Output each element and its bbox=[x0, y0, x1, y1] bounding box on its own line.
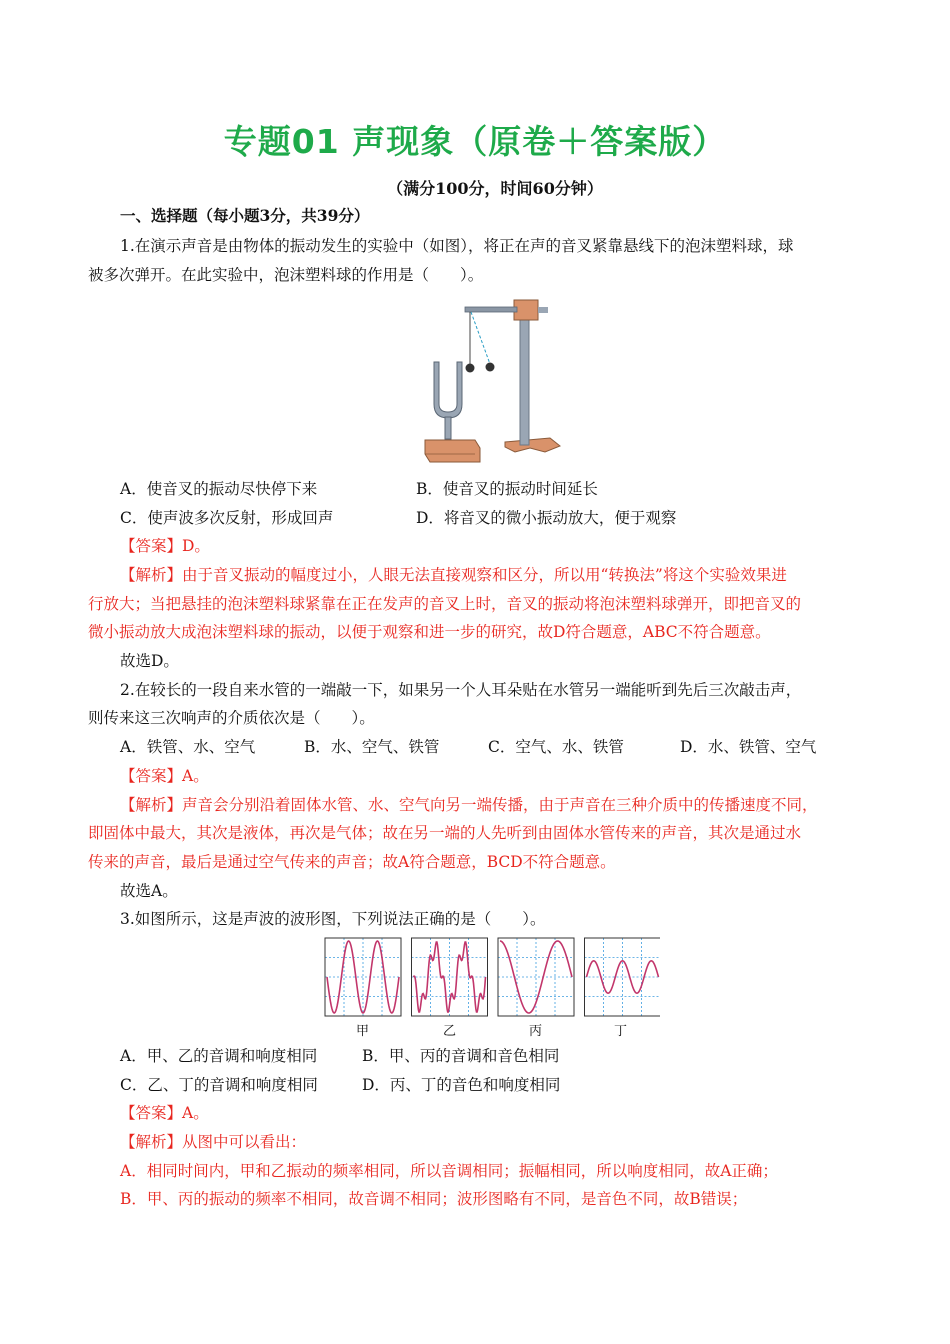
q1-option-b: B．使音叉的振动时间延长 bbox=[416, 480, 598, 498]
waveform-panel-jia bbox=[325, 938, 401, 1016]
q1-analysis-line3: 微小振动放大成泡沫塑料球的振动，以便于观察和进一步的研究，故D符合题意，ABC不符合题意。 bbox=[88, 623, 771, 641]
q1-option-d: D．将音叉的微小振动放大，便于观察 bbox=[416, 509, 677, 527]
waveform-panel-yi bbox=[412, 938, 488, 1016]
q2-option-c: C．空气、水、铁管 bbox=[488, 738, 624, 756]
q3-option-b: B．甲、丙的音调和音色相同 bbox=[362, 1047, 560, 1065]
page-subtitle: （满分100分，时间60分钟） bbox=[387, 179, 603, 198]
q1-analysis-line1: 【解析】由于音叉振动的幅度过小，人眼无法直接观察和区分，所以用“转换法”将这个实验效果进 bbox=[120, 566, 787, 584]
wave-label-bing: 丙 bbox=[529, 1024, 543, 1039]
q3-option-d: D．丙、丁的音色和响度相同 bbox=[362, 1076, 561, 1094]
wave-label-ding: 丁 bbox=[614, 1024, 628, 1039]
q1-option-a: A．使音叉的振动尽快停下来 bbox=[120, 480, 318, 498]
q1-stem-line2: 被多次弹开。在此实验中，泡沫塑料球的作用是（ ）。 bbox=[88, 266, 484, 284]
q1-analysis-line2: 行放大；当把悬挂的泡沫塑料球紧靠在正在发声的音叉上时，音叉的振动将泡沫塑料球弹开，即把音叉的 bbox=[88, 595, 802, 613]
q3-analysis-line3: B．甲、丙的振动的频率不相同，故音调不相同；波形图略有不同，是音色不同，故B错误； bbox=[120, 1190, 748, 1208]
q2-analysis-line1: 【解析】声音会分别沿着固体水管、水、空气向另一端传播，由于声音在三种介质中的传播速度不同， bbox=[120, 796, 818, 814]
q2-stem-line1: 2.在较长的一段自来水管的一端敲一下，如果另一个人耳朵贴在水管另一端能听到先后三次敲击声， bbox=[120, 681, 802, 699]
q3-option-a: A．甲、乙的音调和响度相同 bbox=[120, 1047, 318, 1065]
q3-answer: 【答案】A。 bbox=[120, 1104, 209, 1122]
waveform-figure bbox=[324, 936, 660, 1018]
waveform-panel-bing bbox=[498, 938, 574, 1016]
wave-label-yi: 乙 bbox=[443, 1024, 457, 1039]
q2-option-a: A．铁管、水、空气 bbox=[120, 738, 256, 756]
q3-analysis-line1: 【解析】从图中可以看出： bbox=[120, 1133, 307, 1151]
wave-label-jia: 甲 bbox=[356, 1024, 370, 1039]
q1-stem-line1: 1.在演示声音是由物体的振动发生的实验中（如图），将正在声的音叉紧靠悬线下的泡沫塑料球，球 bbox=[120, 237, 794, 255]
section-heading: 一、选择题（每小题3分，共39分） bbox=[120, 206, 370, 225]
page-title: 专题01 声现象（原卷＋答案版） bbox=[223, 122, 727, 161]
q2-analysis-line3: 传来的声音，最后是通过空气传来的声音；故A符合题意，BCD不符合题意。 bbox=[88, 853, 616, 871]
q2-stem-line2: 则传来这三次响声的介质依次是（ ）。 bbox=[88, 709, 375, 727]
q3-stem: 3.如图所示，这是声波的波形图，下列说法正确的是（ ）。 bbox=[120, 910, 546, 928]
q2-option-d: D．水、铁管、空气 bbox=[680, 738, 817, 756]
tuning-fork-figure bbox=[420, 292, 565, 467]
q1-conclusion: 故选D。 bbox=[120, 652, 179, 670]
q3-analysis-line2: A．相同时间内，甲和乙振动的频率相同，所以音调相同；振幅相同，所以响度相同，故A正确； bbox=[120, 1162, 778, 1180]
q2-option-b: B．水、空气、铁管 bbox=[304, 738, 440, 756]
q3-option-c: C．乙、丁的音调和响度相同 bbox=[120, 1076, 318, 1094]
q2-analysis-line2: 即固体中最大，其次是液体，再次是气体；故在另一端的人先听到由固体水管传来的声音，其次是通过水 bbox=[88, 824, 802, 842]
q1-answer: 【答案】D。 bbox=[120, 537, 210, 555]
q2-conclusion: 故选A。 bbox=[120, 882, 178, 900]
q2-answer: 【答案】A。 bbox=[120, 767, 209, 785]
waveform-panel-ding bbox=[585, 938, 661, 1016]
q1-option-c: C．使声波多次反射，形成回声 bbox=[120, 509, 334, 527]
